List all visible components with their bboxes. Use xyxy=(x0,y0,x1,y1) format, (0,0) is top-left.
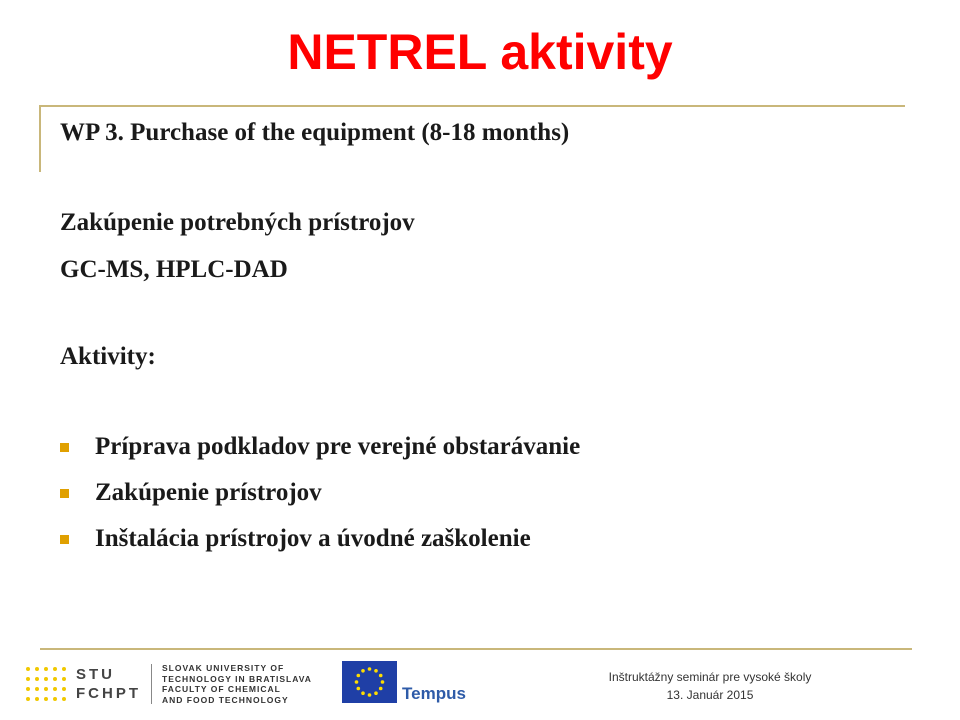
left-accent-rule xyxy=(39,105,41,172)
tempus-logo-text: Tempus xyxy=(402,684,466,703)
wp-heading: WP 3. Purchase of the equipment (8-18 months) xyxy=(60,119,570,146)
bullet-icon xyxy=(60,489,69,498)
purchase-line: Zakúpenie potrebných prístrojov xyxy=(60,209,415,236)
bottom-rule xyxy=(40,648,912,650)
stu-wordmark: STU FCHPT xyxy=(76,666,141,702)
list-item-text: Príprava podkladov pre verejné obstarávanie xyxy=(95,433,581,460)
seminar-title: Inštruktážny seminár pre vysoké školy xyxy=(608,670,812,684)
list-item xyxy=(60,432,580,462)
logo-divider xyxy=(151,664,152,704)
bullet-icon xyxy=(60,535,69,544)
activities-heading: Aktivity: xyxy=(60,343,156,370)
list-item-text: Inštalácia prístrojov a úvodné zaškolenie xyxy=(95,525,531,552)
university-name: SLOVAK UNIVERSITY OF TECHNOLOGY IN BRATISLAVA FACULTY OF CHEMICAL AND FOOD TECHNOLOGY xyxy=(162,663,312,705)
list-item xyxy=(60,524,531,554)
list-item xyxy=(60,478,322,508)
bullet-icon xyxy=(60,443,69,452)
seminar-footer xyxy=(560,668,860,704)
slide-title: NETREL aktivity xyxy=(287,24,673,80)
stu-fchpt-logo xyxy=(26,662,312,706)
devices-line: GC-MS, HPLC-DAD xyxy=(60,256,288,283)
top-rule xyxy=(40,105,905,107)
list-item-text: Zakúpenie prístrojov xyxy=(95,479,322,506)
stu-dot-grid-icon xyxy=(26,667,66,701)
eu-flag-icon xyxy=(342,661,397,703)
seminar-date: 13. Január 2015 xyxy=(666,688,754,702)
